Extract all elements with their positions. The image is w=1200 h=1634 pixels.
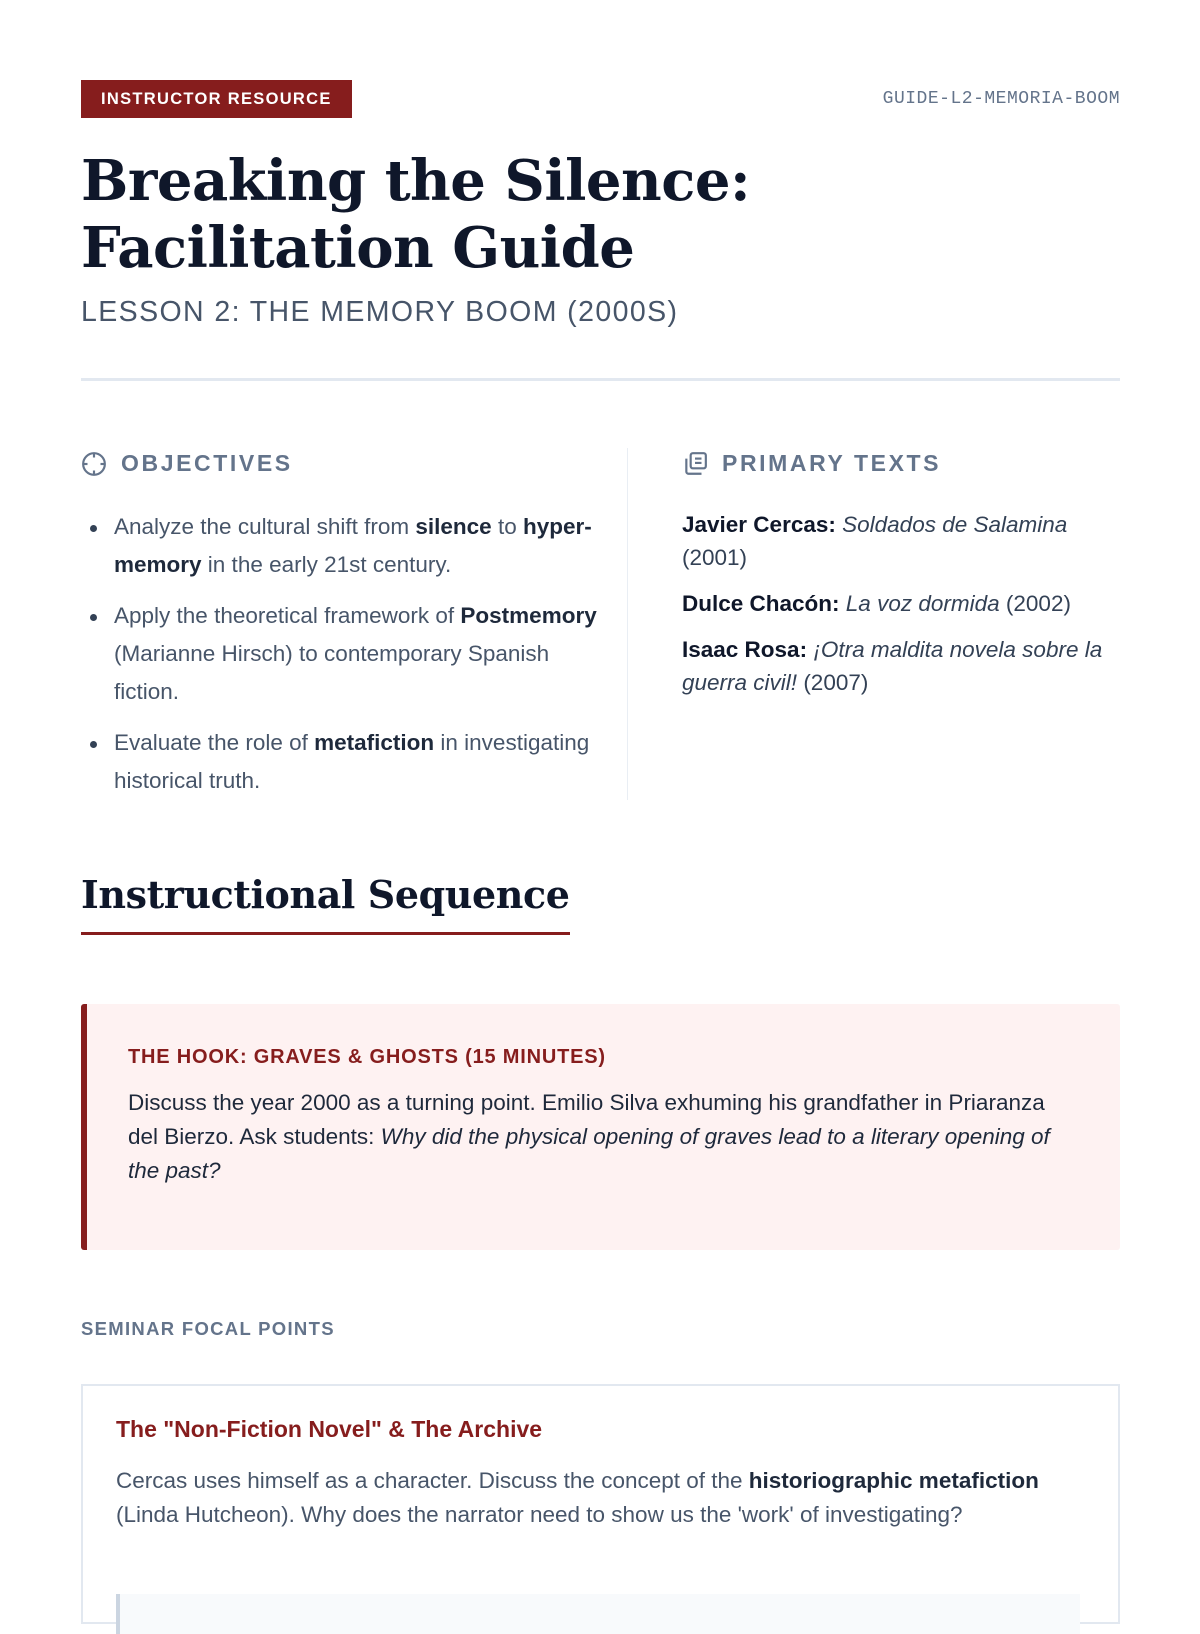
focal-point-title: The "Non-Fiction Novel" & The Archive (116, 1416, 543, 1442)
primary-text-entry (682, 587, 1122, 620)
objective-text: in the early 21st century. (201, 552, 452, 577)
text-author: Dulce Chacón: (682, 591, 840, 616)
objective-text: in investigating historical truth. (114, 730, 590, 793)
lesson-subtitle: LESSON 2: THE MEMORY BOOM (2000S) (81, 296, 679, 328)
hook-callout (81, 1004, 1120, 1250)
objective-item (114, 597, 614, 711)
objective-emphasis: Postmemory (460, 603, 597, 628)
text-title: Soldados de Salamina (842, 512, 1068, 537)
text-title: La voz dormida (845, 591, 1000, 616)
focal-point-card (81, 1384, 1120, 1624)
objective-item (114, 508, 614, 584)
hook-body-text: Discuss the year 2000 as a turning point. Emilio Silva exhuming his grandfather in Priaranza del Bierzo. Ask students: (128, 1090, 1045, 1149)
text-year: (2001) (682, 545, 748, 570)
primary-texts-heading-label: PRIMARY TEXTS (722, 450, 942, 476)
hook-body (128, 1086, 1078, 1188)
text-author: Javier Cercas: (682, 512, 836, 537)
objective-emphasis: silence (415, 514, 492, 539)
text-title: ¡Otra maldita novela sobre la guerra civil! (682, 637, 1103, 695)
instructional-sequence-heading: Instructional Sequence (81, 870, 570, 935)
objective-emphasis: metafiction (314, 730, 435, 755)
objective-text: Analyze the cultural shift from (114, 514, 416, 539)
objectives-heading (81, 450, 293, 477)
text-year: (2007) (803, 670, 869, 695)
focal-emphasis: historiographic metafiction (748, 1468, 1039, 1493)
focal-quote-block (116, 1594, 1080, 1634)
primary-texts-heading (682, 450, 941, 477)
primary-text-entry (682, 508, 1122, 574)
instructor-resource-badge: INSTRUCTOR RESOURCE (81, 80, 352, 118)
objective-item (114, 724, 614, 800)
focal-text: (Linda Hutcheon). Why does the narrator need to show us the 'work' of investigating? (116, 1502, 963, 1527)
library-icon (682, 451, 708, 477)
crosshair-icon (81, 451, 107, 477)
objectives-list (81, 508, 614, 813)
focal-point-body (116, 1464, 1076, 1532)
seminar-focal-points-label: SEMINAR FOCAL POINTS (81, 1318, 335, 1339)
header-meta-row (81, 80, 1120, 118)
objective-text: Apply the theoretical framework of (114, 603, 461, 628)
document-id: GUIDE-L2-MEMORIA-BOOM (882, 89, 1120, 109)
page-title: Breaking the Silence: Facilitation Guide (81, 148, 751, 281)
objective-text: (Marianne Hirsch) to contemporary Spanish fiction. (114, 641, 550, 704)
text-year: (2002) (1005, 591, 1071, 616)
text-author: Isaac Rosa: (682, 637, 808, 662)
objective-emphasis: hyper-memory (114, 514, 592, 577)
objective-text: to (491, 514, 523, 539)
focal-text: Cercas uses himself as a character. Discuss the concept of the (116, 1468, 749, 1493)
header-divider (81, 378, 1120, 381)
hook-question: Why did the physical opening of graves lead to a literary opening of the past? (128, 1124, 1050, 1183)
objectives-heading-label: OBJECTIVES (121, 450, 293, 476)
primary-text-entry (682, 633, 1122, 699)
primary-texts-list (682, 508, 1122, 712)
column-divider (627, 448, 628, 800)
objective-text: Evaluate the role of (114, 730, 315, 755)
hook-title: THE HOOK: GRAVES & GHOSTS (15 MINUTES) (128, 1046, 606, 1068)
